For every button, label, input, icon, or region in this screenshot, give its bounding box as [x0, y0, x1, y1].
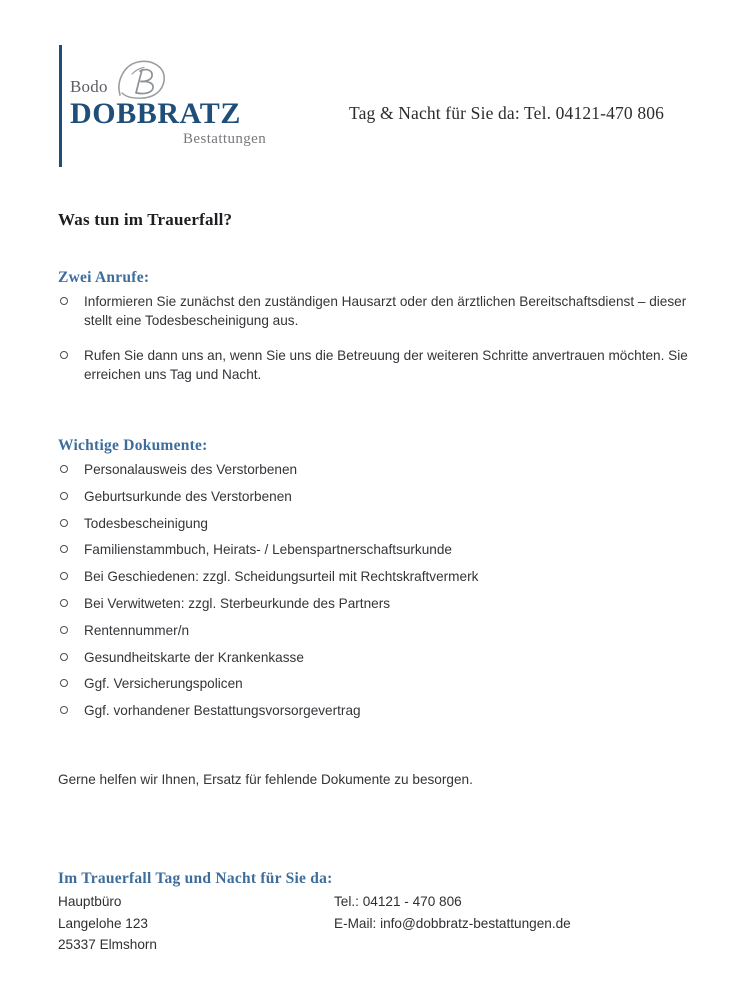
list-item-text: Ggf. vorhandener Bestattungsvorsorgevertrag	[84, 703, 361, 719]
footer-heading: Im Trauerfall Tag und Nacht für Sie da:	[58, 869, 333, 887]
list-item-text: Bei Geschiedenen: zzgl. Scheidungsurteil mit Rechtskraftvermerk	[84, 569, 479, 585]
bullet-circle-icon	[60, 351, 68, 359]
closing-note: Gerne helfen wir Ihnen, Ersatz für fehlende Dokumente zu besorgen.	[58, 771, 473, 787]
section-heading-documents: Wichtige Dokumente:	[58, 436, 208, 454]
address-office: Hauptbüro	[58, 894, 122, 909]
bullet-circle-icon	[60, 626, 68, 634]
list-item-text: Geburtsurkunde des Verstorbenen	[84, 488, 292, 504]
list-item	[58, 594, 658, 613]
list-item	[58, 460, 658, 479]
address-city: 25337 Elmshorn	[58, 937, 157, 952]
section-heading-calls: Zwei Anrufe:	[58, 268, 150, 286]
bullet-circle-icon	[60, 653, 68, 661]
contact-phone[interactable]: Tel.: 04121 - 470 806	[334, 894, 462, 909]
logo-first-name: Bodo	[70, 77, 108, 96]
header-vertical-rule	[59, 45, 62, 167]
list-item-text: Ggf. Versicherungspolicen	[84, 676, 243, 692]
list-item	[58, 567, 658, 586]
list-item-text: Rentennummer/n	[84, 622, 190, 638]
list-item	[58, 487, 658, 506]
header-tagline-phone: Tag & Nacht für Sie da: Tel. 04121-470 806	[349, 103, 665, 123]
footer-contact-column	[334, 891, 571, 934]
footer-address-column	[58, 891, 157, 956]
company-logo[interactable]	[70, 55, 300, 155]
list-item	[58, 540, 658, 559]
list-item	[58, 701, 658, 720]
list-item	[58, 621, 658, 640]
contact-email[interactable]: E-Mail: info@dobbratz-bestattungen.de	[334, 915, 571, 931]
list-item-text: Gesundheitskarte der Krankenkasse	[84, 649, 304, 665]
logo-subtitle: Bestattungen	[183, 131, 267, 147]
bullet-circle-icon	[60, 572, 68, 580]
list-item-text: Bei Verwitweten: zzgl. Sterbeurkunde des Partners	[84, 595, 391, 611]
list-item	[58, 514, 658, 533]
list-calls	[58, 292, 698, 400]
list-item-text: Personalausweis des Verstorbenen	[84, 462, 298, 477]
bullet-circle-icon	[60, 545, 68, 553]
bullet-circle-icon	[60, 519, 68, 527]
footer-contact-block	[58, 891, 678, 961]
list-item	[58, 292, 698, 330]
bullet-circle-icon	[60, 599, 68, 607]
list-item-text: Familienstammbuch, Heirats- / Lebenspartnerschaftsurkunde	[84, 542, 452, 558]
list-item-text: Rufen Sie dann uns an, wenn Sie uns die Betreuung der weiteren Schritte anvertrauen möchten. Sie erreichen uns Tag und Nacht.	[84, 348, 688, 382]
page-title: Was tun im Trauerfall?	[58, 210, 233, 230]
list-item-text: Todesbescheinigung	[84, 515, 208, 531]
list-documents	[58, 460, 658, 728]
bullet-circle-icon	[60, 706, 68, 714]
logo-family-name: DOBBRATZ	[70, 97, 241, 130]
bullet-circle-icon	[60, 465, 68, 473]
page-header	[0, 45, 750, 170]
bullet-circle-icon	[60, 492, 68, 500]
list-item-text: Informieren Sie zunächst den zuständigen Hausarzt oder den ärztlichen Bereitschaftsdienst – dieser stellt eine Todesbescheinigung aus.	[84, 294, 687, 328]
address-street: Langelohe 123	[58, 915, 148, 931]
list-item	[58, 346, 698, 384]
list-item	[58, 674, 658, 693]
list-item	[58, 648, 658, 667]
bullet-circle-icon	[60, 297, 68, 305]
bullet-circle-icon	[60, 679, 68, 687]
